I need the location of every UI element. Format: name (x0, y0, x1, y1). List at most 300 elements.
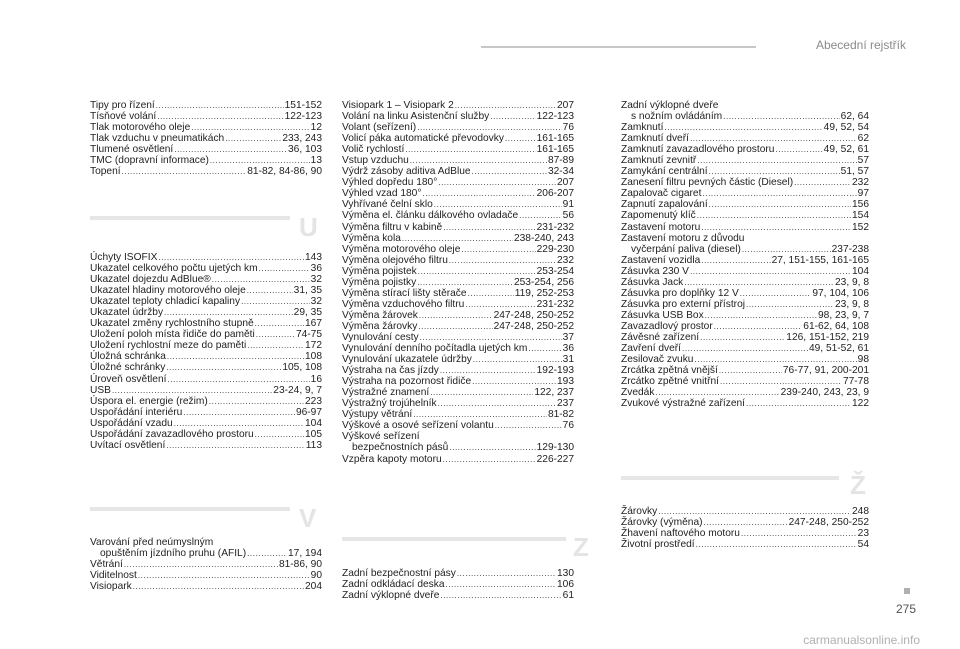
index-term: Uspořádání vzadu (90, 417, 173, 429)
dot-leader (709, 199, 851, 210)
column-2-z (342, 568, 574, 601)
index-entry (342, 177, 574, 188)
index-entry (621, 387, 869, 398)
dot-leader (174, 418, 304, 429)
index-pages: 98, 23, 9, 7 (818, 309, 869, 321)
dot-leader (402, 233, 513, 244)
index-entry (621, 155, 869, 166)
index-entry (90, 429, 322, 440)
index-pages: 247-248, 250-252 (493, 309, 574, 321)
dot-leader (419, 310, 493, 321)
dot-leader (741, 528, 857, 539)
index-group-v (342, 100, 574, 431)
index-pages: 16 (310, 373, 322, 385)
index-term: Volicí páka automatické převodovky (342, 133, 504, 145)
index-pages: 106 (557, 579, 574, 591)
index-pages: 12 (310, 122, 322, 134)
index-pages: 172 (305, 340, 322, 352)
header-rule (481, 46, 756, 48)
index-pages: 122-123 (284, 111, 322, 123)
index-term: Zadní výklopné dveře (342, 590, 440, 602)
section-rule-u (90, 216, 290, 220)
index-term: Výměna žárovky (342, 320, 418, 332)
index-entry (90, 274, 322, 285)
index-group-zh (621, 506, 869, 550)
index-pages: 247-248, 250-252 (788, 517, 869, 529)
index-term: Vyhřívané čelní sklo (342, 199, 433, 211)
section-letter-u: U (299, 212, 318, 242)
index-group-v2 (342, 442, 574, 464)
index-pages: 96-97 (295, 406, 322, 418)
dot-leader (684, 277, 834, 288)
index-entry (621, 506, 869, 517)
dot-leader (740, 288, 812, 299)
index-entry (621, 111, 869, 122)
index-pages: 23, 9, 8 (835, 298, 869, 310)
dot-leader (438, 177, 556, 188)
index-term: Výhled dopředu 180° (342, 177, 438, 189)
index-entry (90, 133, 322, 144)
dot-leader (256, 329, 295, 340)
index-pages: 113 (305, 439, 322, 451)
index-pages: 105, 108 (282, 362, 322, 374)
dot-leader (697, 155, 856, 166)
index-pages: 232 (852, 177, 869, 189)
index-term: Zamknutí (621, 122, 664, 134)
index-entry (342, 222, 574, 233)
index-term: Výměna motorového oleje (342, 243, 461, 255)
column-1 (90, 100, 322, 177)
index-term: Zavazadlový prostor (621, 320, 713, 332)
index-entry (342, 122, 574, 133)
index-pages: 156 (852, 199, 869, 211)
index-entry-continued: Zadní výklopné dveře (621, 100, 719, 111)
index-entry (342, 233, 574, 244)
index-pages: 90 (310, 570, 322, 582)
index-term: Výhled vzad 180° (342, 188, 422, 200)
index-term: Viditelnost (90, 570, 137, 582)
index-entry (342, 420, 574, 431)
index-pages: 226-227 (536, 453, 574, 465)
index-entry (342, 255, 574, 266)
index-entry (342, 188, 574, 199)
index-pages: 104 (305, 417, 322, 429)
index-entry (621, 222, 869, 233)
index-entry (621, 210, 869, 221)
dot-leader (505, 133, 536, 144)
dot-leader (156, 100, 284, 111)
index-pages: 122, 237 (534, 387, 574, 399)
index-entry (621, 299, 869, 310)
index-term: vyčerpání paliva (diesel) (631, 243, 741, 255)
index-pages: 76-77, 91, 200-201 (782, 365, 869, 377)
index-term: Úspora el. energie (režim) (90, 395, 208, 407)
index-term: Tlumené osvětlení (90, 144, 174, 156)
index-pages: 32-34 (547, 166, 574, 178)
dot-leader (255, 429, 304, 440)
index-entry (621, 365, 869, 376)
dot-leader (133, 581, 304, 592)
index-entry (342, 376, 574, 387)
index-pages: 61 (562, 590, 574, 602)
dot-leader (473, 354, 562, 365)
index-pages: 76 (562, 122, 574, 134)
index-term: Úchyty ISOFIX (90, 252, 158, 263)
index-pages: 49, 52, 61 (823, 144, 869, 156)
index-term: Topení (90, 166, 121, 178)
index-entry (621, 528, 869, 539)
index-entry (90, 559, 322, 570)
index-term: Zamknutí zavazadlového prostoru (621, 144, 775, 156)
dot-leader (519, 210, 562, 221)
index-pages: 37 (562, 331, 574, 343)
index-term: Zanesení filtru pevných částic (Diesel) (621, 177, 794, 189)
index-entry (342, 579, 574, 590)
index-pages: 57 (857, 155, 869, 167)
dot-leader (719, 365, 782, 376)
index-pages: 122-123 (536, 111, 574, 123)
index-entry (90, 374, 322, 385)
index-entry (342, 277, 574, 288)
index-term: Vzpěra kapoty motoru (342, 453, 442, 465)
dot-leader (413, 409, 547, 420)
index-term: Výstraha na čas jízdy (342, 365, 439, 377)
index-term: Zamykání centrální (621, 166, 708, 178)
dot-leader (702, 188, 856, 199)
index-entry (342, 365, 574, 376)
index-pages: 97, 104, 106 (812, 287, 869, 299)
dot-leader (417, 277, 513, 288)
index-entry (90, 396, 322, 407)
dot-leader (720, 376, 842, 387)
index-term: Úložné schránky (90, 362, 166, 374)
index-term: Závěsné zařízení (621, 331, 700, 343)
index-pages: 206-207 (536, 188, 574, 200)
index-entry (621, 199, 869, 210)
index-entry (90, 155, 322, 166)
index-pages: 23-24, 9, 7 (273, 384, 322, 396)
index-entry (90, 548, 322, 559)
dot-leader (696, 539, 857, 550)
dot-leader (191, 122, 309, 133)
index-term: Zrcátka zpětná vnější (621, 365, 718, 377)
index-entry (342, 244, 574, 255)
dot-leader (167, 351, 304, 362)
index-pages: 231-232 (536, 298, 574, 310)
index-term: Zapalovač cigaret (621, 188, 702, 200)
index-term: Zapomenutý klíč (621, 210, 696, 222)
index-entry (342, 590, 574, 601)
index-pages: 32 (310, 274, 322, 286)
index-pages: 193 (557, 376, 574, 388)
index-term: Ukazatel dojezdu AdBlue® (90, 274, 211, 286)
index-entry (90, 418, 322, 429)
index-entry (621, 266, 869, 277)
index-entry (90, 351, 322, 362)
index-pages: 237 (557, 398, 574, 410)
dot-leader (209, 396, 304, 407)
index-pages: 119, 252-253 (514, 287, 574, 299)
index-pages: 108 (305, 351, 322, 363)
index-term: Visiopark 1 – Visiopark 2 (342, 100, 454, 111)
index-group-v-left (90, 548, 322, 592)
dot-leader (528, 343, 561, 354)
dot-leader (449, 255, 556, 266)
dot-leader (697, 210, 851, 221)
index-pages: 207 (557, 100, 574, 111)
index-entry (342, 568, 574, 579)
index-term: Zesilovač zvuku (621, 354, 694, 366)
index-entry (90, 407, 322, 418)
index-term: Zadní bezpečnostní pásy (342, 568, 456, 579)
index-term: Uložení poloh místa řidiče do paměti (90, 329, 255, 341)
index-term: Vynulování ukazatele údržby (342, 354, 472, 366)
column-1-v (90, 537, 322, 592)
dot-leader (158, 252, 304, 263)
index-term: Visiopark (90, 581, 132, 593)
dot-leader (247, 548, 287, 559)
index-entry (90, 166, 322, 177)
index-term: Zastavení vozidla (621, 254, 701, 266)
index-term: Ukazatel teploty chladicí kapaliny (90, 296, 241, 308)
index-pages: 54 (857, 539, 869, 551)
dot-leader (418, 321, 492, 332)
page-marker (904, 588, 910, 594)
index-entry (342, 155, 574, 166)
index-pages: 56 (562, 210, 574, 222)
index-entry (621, 177, 869, 188)
index-pages: 151-152 (284, 100, 322, 111)
dot-leader (430, 387, 533, 398)
dot-leader (420, 332, 562, 343)
index-pages: 239-240, 243, 23, 9 (780, 387, 869, 399)
dot-leader (742, 244, 831, 255)
dot-leader (472, 376, 556, 387)
index-entry (90, 385, 322, 396)
index-term: Zásuvka pro externí přístroj (621, 298, 745, 310)
page-header-title: Abecední rejstřík (815, 38, 906, 52)
dot-leader (167, 374, 309, 385)
index-entry (342, 354, 574, 365)
index-term: Zásuvka Jack (621, 276, 684, 288)
index-entry (90, 111, 322, 122)
index-term: bezpečnostních pásů (352, 442, 449, 454)
index-pages: 161-165 (536, 144, 574, 156)
index-entry (621, 244, 869, 255)
dot-leader (434, 199, 562, 210)
index-pages: 32 (310, 296, 322, 308)
index-pages: 154 (852, 210, 869, 222)
dot-leader (705, 310, 817, 321)
index-pages: 98 (857, 354, 869, 366)
index-entry (90, 100, 322, 111)
index-pages: 152 (852, 221, 869, 233)
index-entry (90, 329, 322, 340)
index-entry (342, 398, 574, 409)
index-entry (90, 581, 322, 592)
section-rule-v-left (90, 507, 290, 511)
index-term: Vstup vzduchu (342, 155, 409, 167)
index-pages: 27, 151-155, 161-165 (771, 254, 869, 266)
index-term: Volant (seřízení) (342, 122, 417, 134)
index-entry (621, 343, 869, 354)
dot-leader (166, 440, 304, 451)
index-pages: 49, 52, 54 (823, 122, 869, 134)
index-term: Výměna olejového filtru (342, 254, 448, 266)
index-entry (621, 133, 869, 144)
index-pages: 229-230 (536, 243, 574, 255)
index-term: Výměna pojistky (342, 276, 417, 288)
index-entry (621, 122, 869, 133)
index-entry (342, 266, 574, 277)
index-entry (342, 310, 574, 321)
index-pages: 129-130 (536, 442, 574, 454)
index-term: s nožním ovládáním (631, 111, 723, 123)
index-entry (621, 255, 869, 266)
dot-leader (682, 343, 808, 354)
index-pages: 248 (852, 506, 869, 517)
dot-leader (183, 407, 295, 418)
index-pages: 31, 35 (293, 285, 322, 297)
index-term: Výdrž zásoby aditiva AdBlue (342, 166, 471, 178)
column-1-u (90, 252, 322, 451)
index-group-z (621, 111, 869, 233)
dot-leader (259, 263, 310, 274)
dot-leader (247, 340, 304, 351)
index-term: Úložná schránka (90, 351, 166, 363)
index-entry (621, 310, 869, 321)
index-term: Uspořádání interiéru (90, 406, 183, 418)
index-term: Výměna el. článku dálkového ovladače (342, 210, 519, 222)
dot-leader (794, 177, 851, 188)
index-pages: 130 (557, 568, 574, 579)
index-pages: 204 (305, 581, 322, 593)
dot-leader (655, 387, 779, 398)
index-pages: 23 (857, 528, 869, 540)
index-pages: 81-86, 90 (278, 559, 322, 571)
index-entry-continued: Varování před neúmyslným (90, 537, 214, 548)
index-term: Uložení rychlostní meze do paměti (90, 340, 247, 352)
dot-leader (443, 454, 536, 465)
dot-leader (465, 299, 535, 310)
index-pages: 253-254 (536, 265, 574, 277)
dot-leader (714, 321, 803, 332)
dot-leader (174, 144, 287, 155)
index-term: Zamknutí zevnitř (621, 155, 697, 167)
index-entry-continued: Výškové seřízení (342, 431, 420, 443)
index-pages: 161-165 (536, 133, 574, 145)
dot-leader (443, 222, 535, 233)
dot-leader (457, 568, 556, 579)
index-pages: 207 (557, 177, 574, 189)
dot-leader (247, 285, 293, 296)
index-term: Zastavení motoru (621, 221, 701, 233)
dot-leader (418, 266, 536, 277)
dot-leader (241, 296, 310, 307)
watermark: carmanualsonline.info (803, 633, 920, 647)
index-term: Žárovky (621, 506, 658, 517)
index-entry (621, 277, 869, 288)
dot-leader (746, 398, 851, 409)
index-term: USB (90, 384, 111, 396)
index-term: Vynulování cesty (342, 331, 419, 343)
index-pages: 122 (852, 398, 869, 410)
index-pages: 76 (562, 420, 574, 432)
index-pages: 192-193 (536, 365, 574, 377)
index-entry (621, 166, 869, 177)
index-term: Výměna žárovek (342, 309, 418, 321)
index-term: Tipy pro řízení (90, 100, 155, 111)
index-entry (90, 252, 322, 263)
index-term: TMC (dopravní informace) (90, 155, 209, 167)
index-pages: 143 (305, 252, 322, 263)
index-entry (90, 285, 322, 296)
dot-leader (690, 266, 851, 277)
index-entry (621, 188, 869, 199)
index-term: Žhavení naftového motoru (621, 528, 740, 540)
dot-leader (775, 144, 822, 155)
index-pages: 81-82, 84-86, 90 (247, 166, 322, 178)
column-3 (621, 100, 869, 409)
index-term: Výměna vzduchového filtru (342, 298, 465, 310)
index-pages: 87-89 (547, 155, 574, 167)
dot-leader (255, 318, 304, 329)
index-pages: 36 (562, 343, 574, 355)
index-entry (90, 570, 322, 581)
index-pages: 31 (562, 354, 574, 366)
index-term: Zásuvka pro doplňky 12 V (621, 287, 739, 299)
section-rule-zh (621, 476, 839, 480)
dot-leader (455, 100, 556, 111)
index-group-z-mid (342, 568, 574, 601)
dot-leader (438, 398, 556, 409)
index-pages: 233, 243 (282, 133, 322, 145)
index-entry (342, 111, 574, 122)
index-entry (90, 144, 322, 155)
index-entry (342, 288, 574, 299)
index-term: Výměna filtru v kabině (342, 221, 443, 233)
dot-leader (701, 222, 851, 233)
index-pages: 61-62, 64, 108 (803, 320, 869, 332)
dot-leader (690, 133, 857, 144)
index-pages: 167 (305, 318, 322, 330)
dot-leader (225, 133, 281, 144)
index-pages: 49, 51-52, 61 (808, 343, 869, 355)
index-term: Zavření dveří (621, 343, 682, 355)
index-term: Výstupy větrání (342, 409, 413, 421)
index-group-z2 (621, 244, 869, 410)
index-term: Zamknutí dveří (621, 133, 689, 145)
index-entry (621, 539, 869, 550)
index-entry (342, 442, 574, 453)
dot-leader (112, 385, 272, 396)
dot-leader (410, 155, 547, 166)
dot-leader (449, 442, 535, 453)
index-term: Zadní odkládací deska (342, 579, 445, 591)
dot-leader (164, 307, 293, 318)
index-entry (621, 354, 869, 365)
index-pages: 13 (310, 155, 322, 167)
dot-leader (210, 155, 310, 166)
index-entry (342, 321, 574, 332)
dot-leader (417, 122, 561, 133)
index-pages: 23, 9, 8 (835, 276, 869, 288)
index-pages: 126, 151-152, 219 (786, 331, 869, 343)
dot-leader (468, 288, 514, 299)
index-pages: 104 (852, 265, 869, 277)
index-entry (90, 440, 322, 451)
index-term: Úroveň osvětlení (90, 373, 167, 385)
